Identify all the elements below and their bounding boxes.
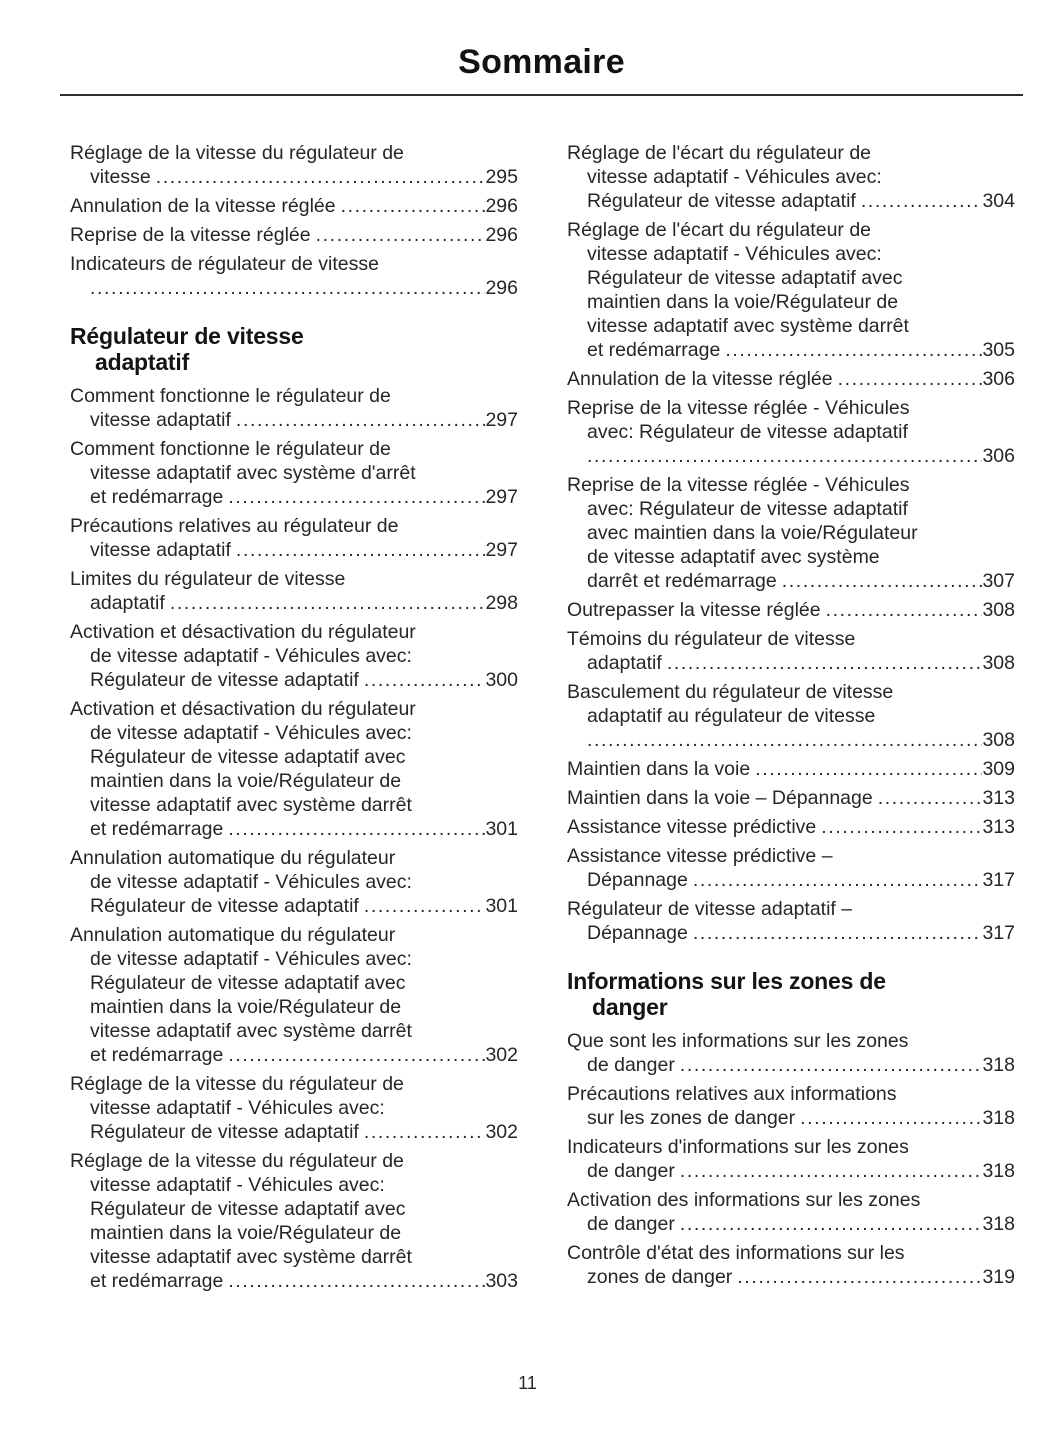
entry-page-number: 297: [485, 486, 518, 509]
dot-leader: [838, 367, 983, 391]
entry-text-line: Comment fonctionne le régulateur de: [70, 385, 391, 408]
entry-page-number: 308: [982, 652, 1015, 675]
entry-page-number: 308: [982, 599, 1015, 622]
entry-text: Régulateur de vitesse adaptatif: [90, 669, 359, 692]
entry-page-number: 307: [982, 570, 1015, 593]
entry-text-line: Activation et désactivation du régulateur: [70, 621, 416, 644]
entry-text-line: de vitesse adaptatif - Véhicules avec:: [90, 871, 412, 894]
toc-entry[interactable]: [567, 815, 1015, 839]
toc-entry[interactable]: [70, 384, 518, 432]
entry-text-line: vitesse adaptatif - Véhicules avec:: [90, 1174, 385, 1197]
entry-page-number: 317: [982, 922, 1015, 945]
entry-text-line: Régulateur de vitesse adaptatif avec: [587, 267, 903, 290]
section-heading-line: adaptatif: [95, 349, 190, 376]
entry-text-line: de vitesse adaptatif - Véhicules avec:: [90, 645, 412, 668]
entry-text: vitesse adaptatif: [90, 539, 231, 562]
entry-text-line: avec: Régulateur de vitesse adaptatif: [587, 498, 908, 521]
entry-text: Outrepasser la vitesse réglée: [567, 599, 821, 622]
entry-text-line: vitesse adaptatif - Véhicules avec:: [90, 1097, 385, 1120]
entry-text-line: avec: Régulateur de vitesse adaptatif: [587, 421, 908, 444]
dot-leader: [782, 569, 983, 593]
entry-page-number: 296: [485, 224, 518, 247]
entry-text: Assistance vitesse prédictive: [567, 816, 817, 839]
toc-entry[interactable]: [70, 141, 518, 189]
entry-text-line: Régulateur de vitesse adaptatif avec: [90, 746, 406, 769]
toc-entry[interactable]: [567, 367, 1015, 391]
entry-page-number: 306: [982, 368, 1015, 391]
entry-text: et redémarrage: [587, 339, 721, 362]
entry-text-line: Annulation automatique du régulateur: [70, 924, 396, 947]
entry-text: sur les zones de danger: [587, 1107, 796, 1130]
entry-text-line: vitesse adaptatif avec système d'arrêt: [90, 462, 416, 485]
entry-text-line: Activation des informations sur les zones: [567, 1189, 921, 1212]
entry-text: et redémarrage: [90, 818, 224, 841]
entry-page-number: 301: [485, 818, 518, 841]
entry-text-line: Réglage de la vitesse du régulateur de: [70, 1150, 404, 1173]
entry-text-line: Indicateurs de régulateur de vitesse: [70, 253, 379, 276]
entry-page-number: 305: [982, 339, 1015, 362]
toc-entry[interactable]: [70, 846, 518, 918]
entry-text-line: de vitesse adaptatif avec système: [587, 546, 880, 569]
entry-text: de danger: [587, 1160, 675, 1183]
entry-text: et redémarrage: [90, 1270, 224, 1293]
section-heading-line: danger: [592, 994, 668, 1021]
entry-page-number: 318: [982, 1160, 1015, 1183]
entry-page-number: 318: [982, 1213, 1015, 1236]
entry-text: et redémarrage: [90, 486, 224, 509]
entry-text: adaptatif: [90, 592, 165, 615]
entry-page-number: 297: [485, 409, 518, 432]
section-heading-line: Régulateur de vitesse: [70, 323, 304, 350]
toc-entry[interactable]: [567, 786, 1015, 810]
entry-page-number: 300: [485, 669, 518, 692]
toc-entry[interactable]: [70, 514, 518, 562]
entry-page-number: 295: [485, 166, 518, 189]
entry-text-line: Comment fonctionne le régulateur de: [70, 438, 391, 461]
entry-text-line: avec maintien dans la voie/Régulateur: [587, 522, 918, 545]
entry-text-line: Réglage de l'écart du régulateur de: [567, 142, 872, 165]
dot-leader: [878, 786, 983, 810]
entry-text-line: Annulation automatique du régulateur: [70, 847, 396, 870]
dot-leader: [341, 194, 486, 218]
entry-text-line: maintien dans la voie/Régulateur de: [587, 291, 899, 314]
toc-entry[interactable]: [567, 1029, 1015, 1077]
entry-text-line: vitesse adaptatif - Véhicules avec:: [587, 166, 882, 189]
dot-leader: [364, 1120, 486, 1144]
entry-text: Annulation de la vitesse réglée: [567, 368, 833, 391]
toc-entry[interactable]: [70, 252, 518, 300]
entry-text: Maintien dans la voie – Dépannage: [567, 787, 873, 810]
entry-text-line: Régulateur de vitesse adaptatif avec: [90, 1198, 406, 1221]
toc-entry[interactable]: [70, 923, 518, 1067]
entry-page-number: 318: [982, 1107, 1015, 1130]
entry-text-line: Indicateurs d'informations sur les zones: [567, 1136, 909, 1159]
dot-leader: [755, 757, 982, 781]
toc-entry[interactable]: [70, 437, 518, 509]
entry-page-number: 318: [982, 1054, 1015, 1077]
dot-leader: [156, 165, 486, 189]
entry-text-line: Régulateur de vitesse adaptatif avec: [90, 972, 406, 995]
section-heading: [567, 968, 1015, 1020]
entry-page-number: 313: [982, 816, 1015, 839]
entry-page-number: 302: [485, 1044, 518, 1067]
entry-text-line: maintien dans la voie/Régulateur de: [90, 1222, 402, 1245]
toc-column-right: [567, 141, 1015, 1298]
entry-text: et redémarrage: [90, 1044, 224, 1067]
toc-columns: [70, 141, 1055, 1298]
toc-entry[interactable]: [567, 1188, 1015, 1236]
entry-page-number: 308: [982, 729, 1015, 752]
entry-text: de danger: [587, 1213, 675, 1236]
section-heading: [70, 323, 518, 375]
toc-entry[interactable]: [70, 1149, 518, 1293]
entry-page-number: 309: [982, 758, 1015, 781]
entry-text-line: Activation et désactivation du régulateur: [70, 698, 416, 721]
entry-text-line: Régulateur de vitesse adaptatif –: [567, 898, 853, 921]
entry-text-line: Reprise de la vitesse réglée - Véhicules: [567, 397, 910, 420]
entry-text-line: Assistance vitesse prédictive –: [567, 845, 833, 868]
toc-column-left: [70, 141, 518, 1298]
title-divider: [60, 94, 1023, 96]
toc-entry[interactable]: [70, 1072, 518, 1144]
entry-text: Dépannage: [587, 869, 688, 892]
page-number: 11: [518, 1373, 537, 1393]
dot-leader: [821, 815, 982, 839]
dot-leader: [680, 1159, 983, 1183]
entry-text: Maintien dans la voie: [567, 758, 751, 781]
entry-text: darrêt et redémarrage: [587, 570, 777, 593]
entry-text-line: Limites du régulateur de vitesse: [70, 568, 346, 591]
entry-text-line: Basculement du régulateur de vitesse: [567, 681, 894, 704]
dot-leader: [236, 408, 486, 432]
entry-text: vitesse: [90, 166, 151, 189]
page-title: Sommaire: [458, 43, 625, 81]
entry-page-number: 298: [485, 592, 518, 615]
entry-page-number: 297: [485, 539, 518, 562]
entry-text-line: vitesse adaptatif avec système darrêt: [90, 794, 412, 817]
toc-entry[interactable]: [70, 194, 518, 218]
entry-page-number: 317: [982, 869, 1015, 892]
entry-text: Régulateur de vitesse adaptatif: [90, 1121, 359, 1144]
dot-leader: [826, 598, 983, 622]
toc-entry[interactable]: [567, 844, 1015, 892]
entry-text-line: vitesse adaptatif avec système darrêt: [90, 1246, 412, 1269]
entry-page-number: 296: [485, 277, 518, 300]
entry-text-line: de vitesse adaptatif - Véhicules avec:: [90, 948, 412, 971]
dot-leader: [861, 189, 983, 213]
entry-text: de danger: [587, 1054, 675, 1077]
entry-text: vitesse adaptatif: [90, 409, 231, 432]
dot-leader: [693, 921, 983, 945]
toc-entry[interactable]: [70, 697, 518, 841]
entry-text: Dépannage: [587, 922, 688, 945]
dot-leader: [236, 538, 486, 562]
entry-page-number: 304: [982, 190, 1015, 213]
entry-page-number: 301: [485, 895, 518, 918]
dot-leader: [170, 591, 486, 615]
toc-entry[interactable]: [567, 396, 1015, 468]
dot-leader: [90, 276, 485, 300]
entry-text-line: adaptatif au régulateur de vitesse: [587, 705, 876, 728]
entry-text-line: Réglage de la vitesse du régulateur de: [70, 1073, 404, 1096]
dot-leader: [737, 1265, 982, 1289]
dot-leader: [364, 894, 486, 918]
dot-leader: [364, 668, 486, 692]
entry-text: Annulation de la vitesse réglée: [70, 195, 336, 218]
toc-entry[interactable]: [567, 1135, 1015, 1183]
dot-leader: [316, 223, 486, 247]
toc-entry[interactable]: [567, 473, 1015, 593]
toc-entry[interactable]: [70, 223, 518, 247]
toc-entry[interactable]: [567, 680, 1015, 752]
entry-text: Régulateur de vitesse adaptatif: [587, 190, 856, 213]
toc-entry[interactable]: [567, 757, 1015, 781]
entry-page-number: 306: [982, 445, 1015, 468]
toc-entry[interactable]: [567, 218, 1015, 362]
entry-page-number: 319: [982, 1266, 1015, 1289]
entry-text-line: Témoins du régulateur de vitesse: [567, 628, 856, 651]
dot-leader: [725, 338, 982, 362]
dot-leader: [228, 1269, 485, 1293]
toc-entry[interactable]: [567, 1241, 1015, 1289]
dot-leader: [587, 444, 982, 468]
entry-page-number: 313: [982, 787, 1015, 810]
entry-text-line: maintien dans la voie/Régulateur de: [90, 996, 402, 1019]
entry-text: Reprise de la vitesse réglée: [70, 224, 311, 247]
entry-text-line: Précautions relatives aux informations: [567, 1083, 897, 1106]
toc-entry[interactable]: [567, 141, 1015, 213]
dot-leader: [693, 868, 983, 892]
dot-leader: [667, 651, 983, 675]
dot-leader: [680, 1053, 983, 1077]
entry-text-line: vitesse adaptatif avec système darrêt: [90, 1020, 412, 1043]
toc-entry[interactable]: [567, 627, 1015, 675]
toc-entry[interactable]: [70, 620, 518, 692]
section-heading-line: Informations sur les zones de: [567, 968, 886, 995]
toc-entry[interactable]: [567, 598, 1015, 622]
entry-text-line: Que sont les informations sur les zones: [567, 1030, 909, 1053]
entry-page-number: 303: [485, 1270, 518, 1293]
dot-leader: [228, 1043, 485, 1067]
entry-text: zones de danger: [587, 1266, 733, 1289]
toc-entry[interactable]: [70, 567, 518, 615]
entry-text-line: vitesse adaptatif avec système darrêt: [587, 315, 909, 338]
entry-text-line: Contrôle d'état des informations sur les: [567, 1242, 905, 1265]
entry-text-line: Précautions relatives au régulateur de: [70, 515, 399, 538]
entry-text: Régulateur de vitesse adaptatif: [90, 895, 359, 918]
entry-page-number: 302: [485, 1121, 518, 1144]
dot-leader: [680, 1212, 983, 1236]
entry-text: adaptatif: [587, 652, 662, 675]
entry-text-line: Réglage de l'écart du régulateur de: [567, 219, 872, 242]
dot-leader: [800, 1106, 982, 1130]
toc-entry[interactable]: [567, 1082, 1015, 1130]
entry-text-line: maintien dans la voie/Régulateur de: [90, 770, 402, 793]
dot-leader: [228, 817, 485, 841]
entry-text-line: de vitesse adaptatif - Véhicules avec:: [90, 722, 412, 745]
toc-entry[interactable]: [567, 897, 1015, 945]
entry-page-number: 296: [485, 195, 518, 218]
entry-text-line: vitesse adaptatif - Véhicules avec:: [587, 243, 882, 266]
dot-leader: [587, 728, 982, 752]
entry-text-line: Reprise de la vitesse réglée - Véhicules: [567, 474, 910, 497]
dot-leader: [228, 485, 485, 509]
entry-text-line: Réglage de la vitesse du régulateur de: [70, 142, 404, 165]
